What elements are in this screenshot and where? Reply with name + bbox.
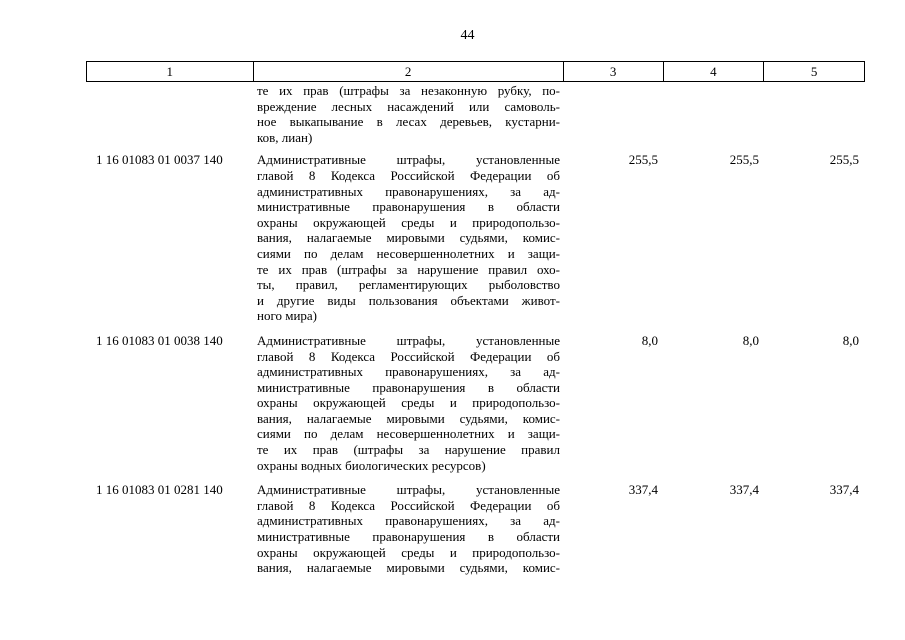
row-value-col-5: 337,4 — [829, 482, 859, 498]
row-value-col-5: 8,0 — [842, 332, 859, 348]
table-row — [86, 482, 865, 576]
row-value-col-5: 255,5 — [829, 152, 859, 168]
row-code: 1 16 01083 01 0037 140 — [96, 152, 223, 168]
description-line: министративные правонарушения в области — [257, 379, 560, 395]
description-line: Административные штрафы, установленные — [257, 332, 560, 348]
row-code: 1 16 01083 01 0038 140 — [96, 332, 223, 348]
description-line: те их прав (штрафы за незаконную рубку, по- — [257, 83, 560, 98]
description-line: те их прав (штрафы за нарушение правил — [257, 442, 560, 458]
description-line: Административные штрафы, установленные — [257, 482, 560, 498]
table-header-col-4: 4 — [664, 62, 765, 81]
table-header-col-2: 2 — [254, 62, 564, 81]
table-header-col-5: 5 — [810, 64, 818, 79]
description-line: ного мира) — [257, 308, 317, 324]
description-line: главой 8 Кодекса Российской Федерации об — [257, 497, 560, 513]
description-line: и другие виды пользования объектами живот- — [257, 292, 560, 308]
description-line: ное выкапывание в лесах деревьев, кустарни- — [257, 114, 560, 130]
row-value-col-3: 8,0 — [641, 332, 658, 348]
description-line: министративные правонарушения в области — [257, 199, 560, 215]
description-line: административных правонарушениях, за ад- — [257, 513, 560, 529]
table-header-col-1: 1 — [87, 62, 254, 81]
row-code: 1 16 01083 01 0281 140 — [96, 482, 223, 498]
table-header-row — [86, 61, 865, 82]
description-line: охраны водных биологических ресурсов) — [257, 457, 486, 473]
description-line: Административные штрафы, установленные — [257, 152, 560, 168]
description-line: охраны окружающей среды и природопользо- — [257, 395, 560, 411]
row-value-col-4: 337,4 — [729, 482, 759, 498]
table-body — [86, 83, 865, 585]
description-line: министративные правонарушения в области — [257, 529, 560, 545]
description-line: ты, правил, регламентирующих рыболовство — [257, 277, 560, 293]
row-value-col-3: 337,4 — [628, 482, 658, 498]
description-line: главой 8 Кодекса Российской Федерации об — [257, 167, 560, 183]
row-description — [257, 152, 560, 324]
description-line: вания, налагаемые мировыми судьями, комис- — [257, 410, 560, 426]
row-value-col-4: 255,5 — [729, 152, 759, 168]
description-line: вания, налагаемые мировыми судьями, комис- — [257, 560, 560, 576]
row-value-col-4: 8,0 — [742, 332, 759, 348]
table-header-col-3: 3 — [564, 62, 664, 81]
row-description — [257, 482, 560, 576]
description-line: вреждение лесных насаждений или самоволь- — [257, 98, 560, 114]
description-line: охраны окружающей среды и природопользо- — [257, 214, 560, 230]
table-row — [86, 152, 865, 324]
page-number: 44 — [460, 28, 475, 43]
row-description — [257, 83, 560, 145]
table-row — [86, 83, 865, 145]
description-line: главой 8 Кодекса Российской Федерации об — [257, 348, 560, 364]
row-value-col-3: 255,5 — [628, 152, 658, 168]
description-line: вания, налагаемые мировыми судьями, комис- — [257, 230, 560, 246]
row-description — [257, 333, 560, 473]
description-line: сиями по делам несовершеннолетних и защи- — [257, 245, 560, 261]
description-line: сиями по делам несовершеннолетних и защи- — [257, 426, 560, 442]
description-line: ков, лиан) — [257, 129, 313, 145]
description-line: административных правонарушениях, за ад- — [257, 364, 560, 380]
description-line: охраны окружающей среды и природопользо- — [257, 544, 560, 560]
description-line: те их прав (штрафы за нарушение правил охо- — [257, 261, 560, 277]
table-row — [86, 333, 865, 473]
description-line: административных правонарушениях, за ад- — [257, 183, 560, 199]
